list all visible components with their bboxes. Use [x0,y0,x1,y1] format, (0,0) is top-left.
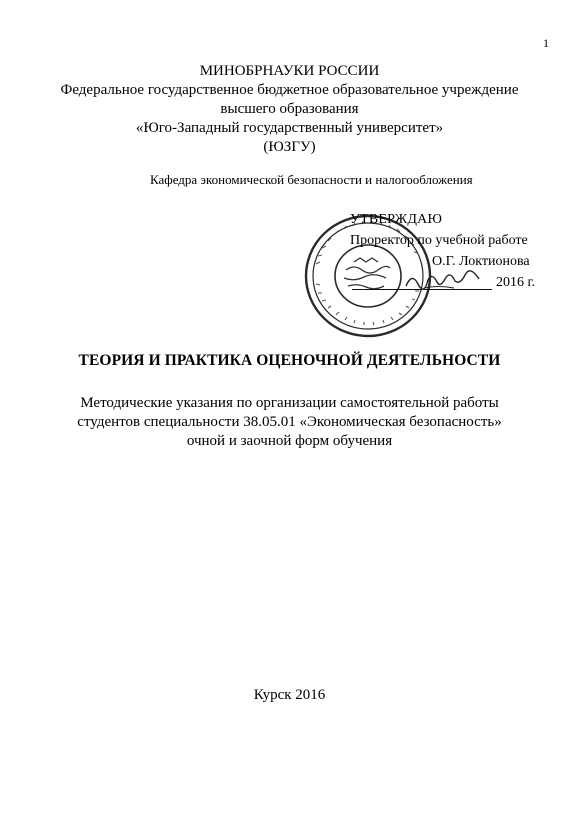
institution-line-1: Федеральное государственное бюджетное образовательное учреждение [60,82,519,98]
signature-scribble [404,268,482,294]
subtitle-line-2: студентов специальности 38.05.01 «Экономическая безопасность» [77,414,502,430]
document-title: ТЕОРИЯ И ПРАКТИКА ОЦЕНОЧНОЙ ДЕЯТЕЛЬНОСТИ [78,352,501,369]
department-name: Кафедра экономической безопасности и налогообложения [150,172,473,187]
approval-position: Проректор по учебной работе [350,233,528,248]
subtitle-line-1: Методические указания по организации самостоятельной работы [80,395,499,411]
subtitle-line-3: очной и заочной форм обучения [186,433,393,449]
university-name: «Юго-Западный государственный университет» [135,120,444,136]
ministry-name: МИНОБРНАУКИ РОССИИ [199,63,380,79]
approver-name: О.Г. Локтионова [432,254,530,269]
city-year: Курск 2016 [253,687,326,703]
institution-line-2: высшего образования [220,101,359,117]
approval-heading: УТВЕРЖДАЮ [350,212,443,227]
approval-year: 2016 г. [496,275,536,290]
page-number: 1 [543,36,549,50]
university-short-name: (ЮЗГУ) [263,139,316,155]
